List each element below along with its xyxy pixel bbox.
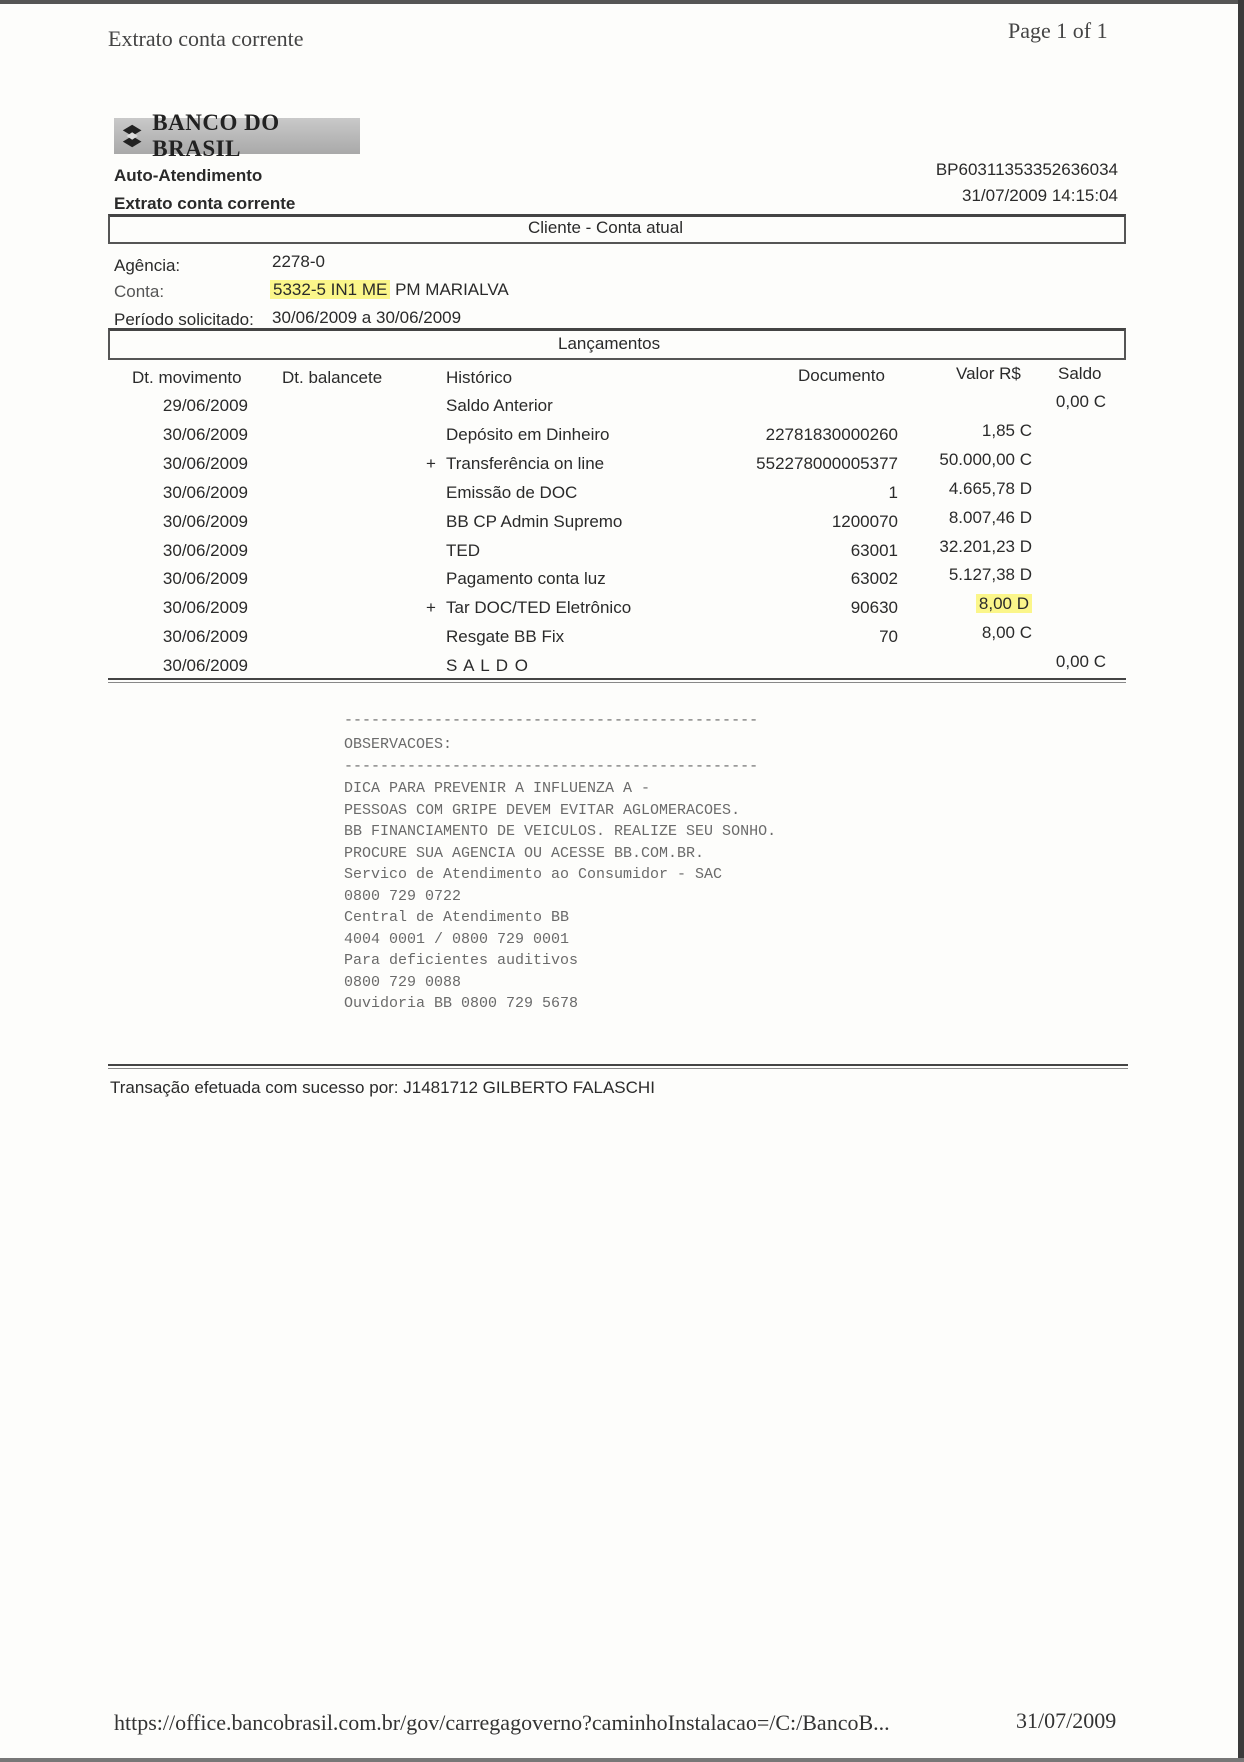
- banco-do-brasil-logo-icon: [120, 123, 144, 149]
- periodo-value: 30/06/2009 a 30/06/2009: [272, 308, 462, 327]
- row-documento: [700, 512, 898, 534]
- row-date-text: 30/06/2009: [162, 454, 248, 473]
- row-plus-marker: [424, 598, 438, 620]
- row-valor-text: 1,85 C: [981, 421, 1032, 440]
- conta-value: [270, 280, 509, 300]
- col-header-dt-balancete: Dt. balancete: [282, 368, 383, 387]
- row-saldo: [1040, 450, 1106, 472]
- row-date-text: 30/06/2009: [162, 569, 248, 588]
- row-historico-text: Pagamento conta luz: [446, 569, 606, 588]
- row-date: [150, 627, 248, 649]
- row-date-text: 30/06/2009: [162, 656, 248, 675]
- row-saldo: [1040, 421, 1106, 443]
- cliente-box-title: Cliente - Conta atual: [528, 218, 683, 237]
- row-historico: [446, 454, 604, 476]
- row-date-text: 30/06/2009: [162, 598, 248, 617]
- lancamentos-title: Lançamentos: [558, 334, 661, 353]
- row-historico: [446, 569, 606, 591]
- row-valor: [900, 537, 1032, 559]
- row-documento-text: 70: [879, 627, 898, 646]
- row-saldo: [1040, 392, 1106, 414]
- row-date-text: 30/06/2009: [162, 627, 248, 646]
- row-historico: [446, 656, 529, 678]
- row-documento: [700, 598, 898, 620]
- periodo-label: Período solicitado:: [114, 310, 254, 329]
- row-historico: [446, 598, 631, 620]
- agencia-value: 2278-0: [272, 252, 325, 271]
- row-historico-text: Tar DOC/TED Eletrônico: [446, 598, 632, 617]
- table-bottom-rule-thin: [108, 682, 1126, 683]
- observacoes-line: 0800 729 0722: [344, 887, 462, 905]
- row-date: [150, 598, 248, 620]
- row-historico: [446, 627, 564, 649]
- row-date-text: 29/06/2009: [162, 396, 248, 415]
- row-historico-text: TED: [446, 541, 480, 560]
- row-valor-text: 8.007,46 D: [948, 508, 1032, 527]
- row-documento: [700, 656, 898, 678]
- col-header-historico: Histórico: [446, 368, 513, 387]
- row-valor: [900, 652, 1032, 674]
- observacoes-line: Central de Atendimento BB: [344, 909, 570, 926]
- row-date: [150, 425, 248, 447]
- row-date: [150, 569, 248, 591]
- observacoes-line: PESSOAS COM GRIPE DEVEM EVITAR AGLOMERACOES.: [344, 801, 741, 819]
- row-plus-marker-text: +: [426, 454, 436, 473]
- row-historico-text: Saldo Anterior: [446, 396, 553, 415]
- print-date: 31/07/2009: [1016, 1708, 1117, 1733]
- row-saldo: [1040, 537, 1106, 559]
- document-code: BP60311353352636034: [935, 160, 1118, 179]
- row-historico-text: Emissão de DOC: [446, 483, 578, 502]
- col-header-dt-movimento: Dt. movimento: [132, 368, 242, 387]
- print-page-number: Page 1 of 1: [1008, 18, 1108, 43]
- row-date: [150, 483, 248, 505]
- col-header-valor: Valor R$: [956, 364, 1021, 383]
- row-plus-marker: [424, 483, 438, 505]
- row-documento-text: 552278000005377: [756, 454, 898, 473]
- row-plus-marker: [424, 541, 438, 563]
- row-saldo: [1040, 479, 1106, 501]
- observacoes-line: 4004 0001 / 0800 729 0001: [344, 930, 570, 948]
- transacao-footer: Transação efetuada com sucesso por: J1481712 GILBERTO FALASCHI: [110, 1078, 655, 1097]
- row-plus-marker: [424, 627, 438, 649]
- observacoes-line: DICA PARA PREVENIR A INFLUENZA A -: [344, 780, 651, 797]
- row-saldo: [1040, 652, 1106, 674]
- auto-atendimento-label: Auto-Atendimento: [114, 166, 263, 185]
- row-documento-text: 22781830000260: [765, 425, 898, 444]
- row-date-text: 30/06/2009: [162, 541, 248, 560]
- conta-label: Conta:: [114, 282, 165, 301]
- row-documento: [700, 541, 898, 563]
- footer-rule: [108, 1064, 1128, 1066]
- row-valor-text: 50.000,00 C: [939, 450, 1032, 469]
- row-saldo: [1040, 623, 1106, 645]
- print-url: https://office.bancobrasil.com.br/gov/carregagoverno?caminhoInstalacao=/C:/BancoB...: [114, 1710, 890, 1735]
- row-saldo: [1040, 508, 1106, 530]
- observacoes-line: Ouvidoria BB 0800 729 5678: [344, 995, 579, 1012]
- observacoes-line: PROCURE SUA AGENCIA OU ACESSE BB.COM.BR.: [344, 844, 705, 862]
- row-valor-text: 32.201,23 D: [939, 537, 1032, 556]
- row-historico: [446, 483, 577, 505]
- bank-logo-text: BANCO DO BRASIL: [152, 110, 280, 161]
- observacoes-line: Servico de Atendimento ao Consumidor - SAC: [344, 866, 723, 883]
- row-saldo: [1040, 594, 1106, 616]
- document-datetime: 31/07/2009 14:15:04: [962, 186, 1118, 205]
- bank-logo: [114, 110, 360, 161]
- row-valor: [900, 508, 1032, 530]
- row-documento: [700, 454, 898, 476]
- row-documento-text: 90630: [850, 598, 898, 617]
- row-date-text: 30/06/2009: [162, 483, 248, 502]
- row-saldo: [1040, 565, 1106, 587]
- row-valor-text: 5.127,38 D: [948, 565, 1032, 584]
- row-valor: [900, 479, 1032, 501]
- row-documento: [700, 627, 898, 649]
- document-title: Extrato conta corrente: [114, 194, 296, 213]
- row-documento: [700, 425, 898, 447]
- observacoes-dashes-top: ----------------------------------------------: [344, 712, 759, 729]
- conta-number-highlight: 5332-5 IN1 ME: [270, 280, 390, 299]
- row-date: [150, 396, 248, 418]
- row-plus-marker: [424, 396, 438, 418]
- row-plus-marker: [424, 425, 438, 447]
- row-date-text: 30/06/2009: [162, 425, 248, 444]
- row-documento: [700, 569, 898, 591]
- row-historico: [446, 541, 480, 563]
- row-valor-text: 8,00 D: [976, 594, 1032, 613]
- row-plus-marker: [424, 512, 438, 534]
- row-historico: [446, 512, 622, 534]
- row-saldo-text: 0,00 C: [1055, 652, 1106, 671]
- col-header-saldo: Saldo: [1058, 364, 1102, 383]
- row-date: [150, 512, 248, 534]
- row-date: [150, 656, 248, 678]
- row-saldo-text: 0,00 C: [1055, 392, 1106, 411]
- row-valor: [900, 623, 1032, 645]
- row-historico: [446, 425, 609, 447]
- row-plus-marker-text: +: [426, 598, 436, 617]
- row-documento-text: 1: [888, 483, 898, 502]
- row-documento-text: 63002: [850, 569, 898, 588]
- table-bottom-rule: [108, 678, 1126, 680]
- row-valor: [900, 421, 1032, 443]
- col-header-documento: Documento: [798, 366, 885, 385]
- row-date: [150, 541, 248, 563]
- observacoes-dashes-bottom: ----------------------------------------------: [344, 758, 759, 775]
- row-historico-text: Transferência on line: [446, 454, 605, 473]
- row-documento-text: 63001: [850, 541, 898, 560]
- row-documento: [700, 483, 898, 505]
- footer-rule-thin: [108, 1068, 1128, 1069]
- print-header-title: Extrato conta corrente: [108, 26, 304, 51]
- row-date: [150, 454, 248, 476]
- row-plus-marker: [424, 569, 438, 591]
- row-documento: [700, 396, 898, 418]
- observacoes-line: 0800 729 0088: [344, 973, 462, 991]
- row-historico-text: S A L D O: [446, 656, 530, 675]
- row-plus-marker: [424, 656, 438, 678]
- row-valor-text: 8,00 C: [981, 623, 1032, 642]
- conta-name: PM MARIALVA: [395, 280, 509, 299]
- row-documento-text: 1200070: [831, 512, 898, 531]
- row-historico-text: Resgate BB Fix: [446, 627, 565, 646]
- observacoes-line: BB FINANCIAMENTO DE VEICULOS. REALIZE SEU SONHO.: [344, 823, 777, 840]
- row-date-text: 30/06/2009: [162, 512, 248, 531]
- row-historico-text: BB CP Admin Supremo: [446, 512, 623, 531]
- row-valor: [900, 392, 1032, 414]
- row-plus-marker: [424, 454, 438, 476]
- row-valor-text: 4.665,78 D: [948, 479, 1032, 498]
- row-valor: [900, 594, 1032, 616]
- row-historico: [446, 396, 553, 418]
- agencia-label: Agência:: [114, 256, 181, 275]
- row-valor: [900, 565, 1032, 587]
- observacoes-line: Para deficientes auditivos: [344, 952, 579, 969]
- row-historico-text: Depósito em Dinheiro: [446, 425, 610, 444]
- row-valor: [900, 450, 1032, 472]
- observacoes-title: OBSERVACOES:: [344, 736, 453, 753]
